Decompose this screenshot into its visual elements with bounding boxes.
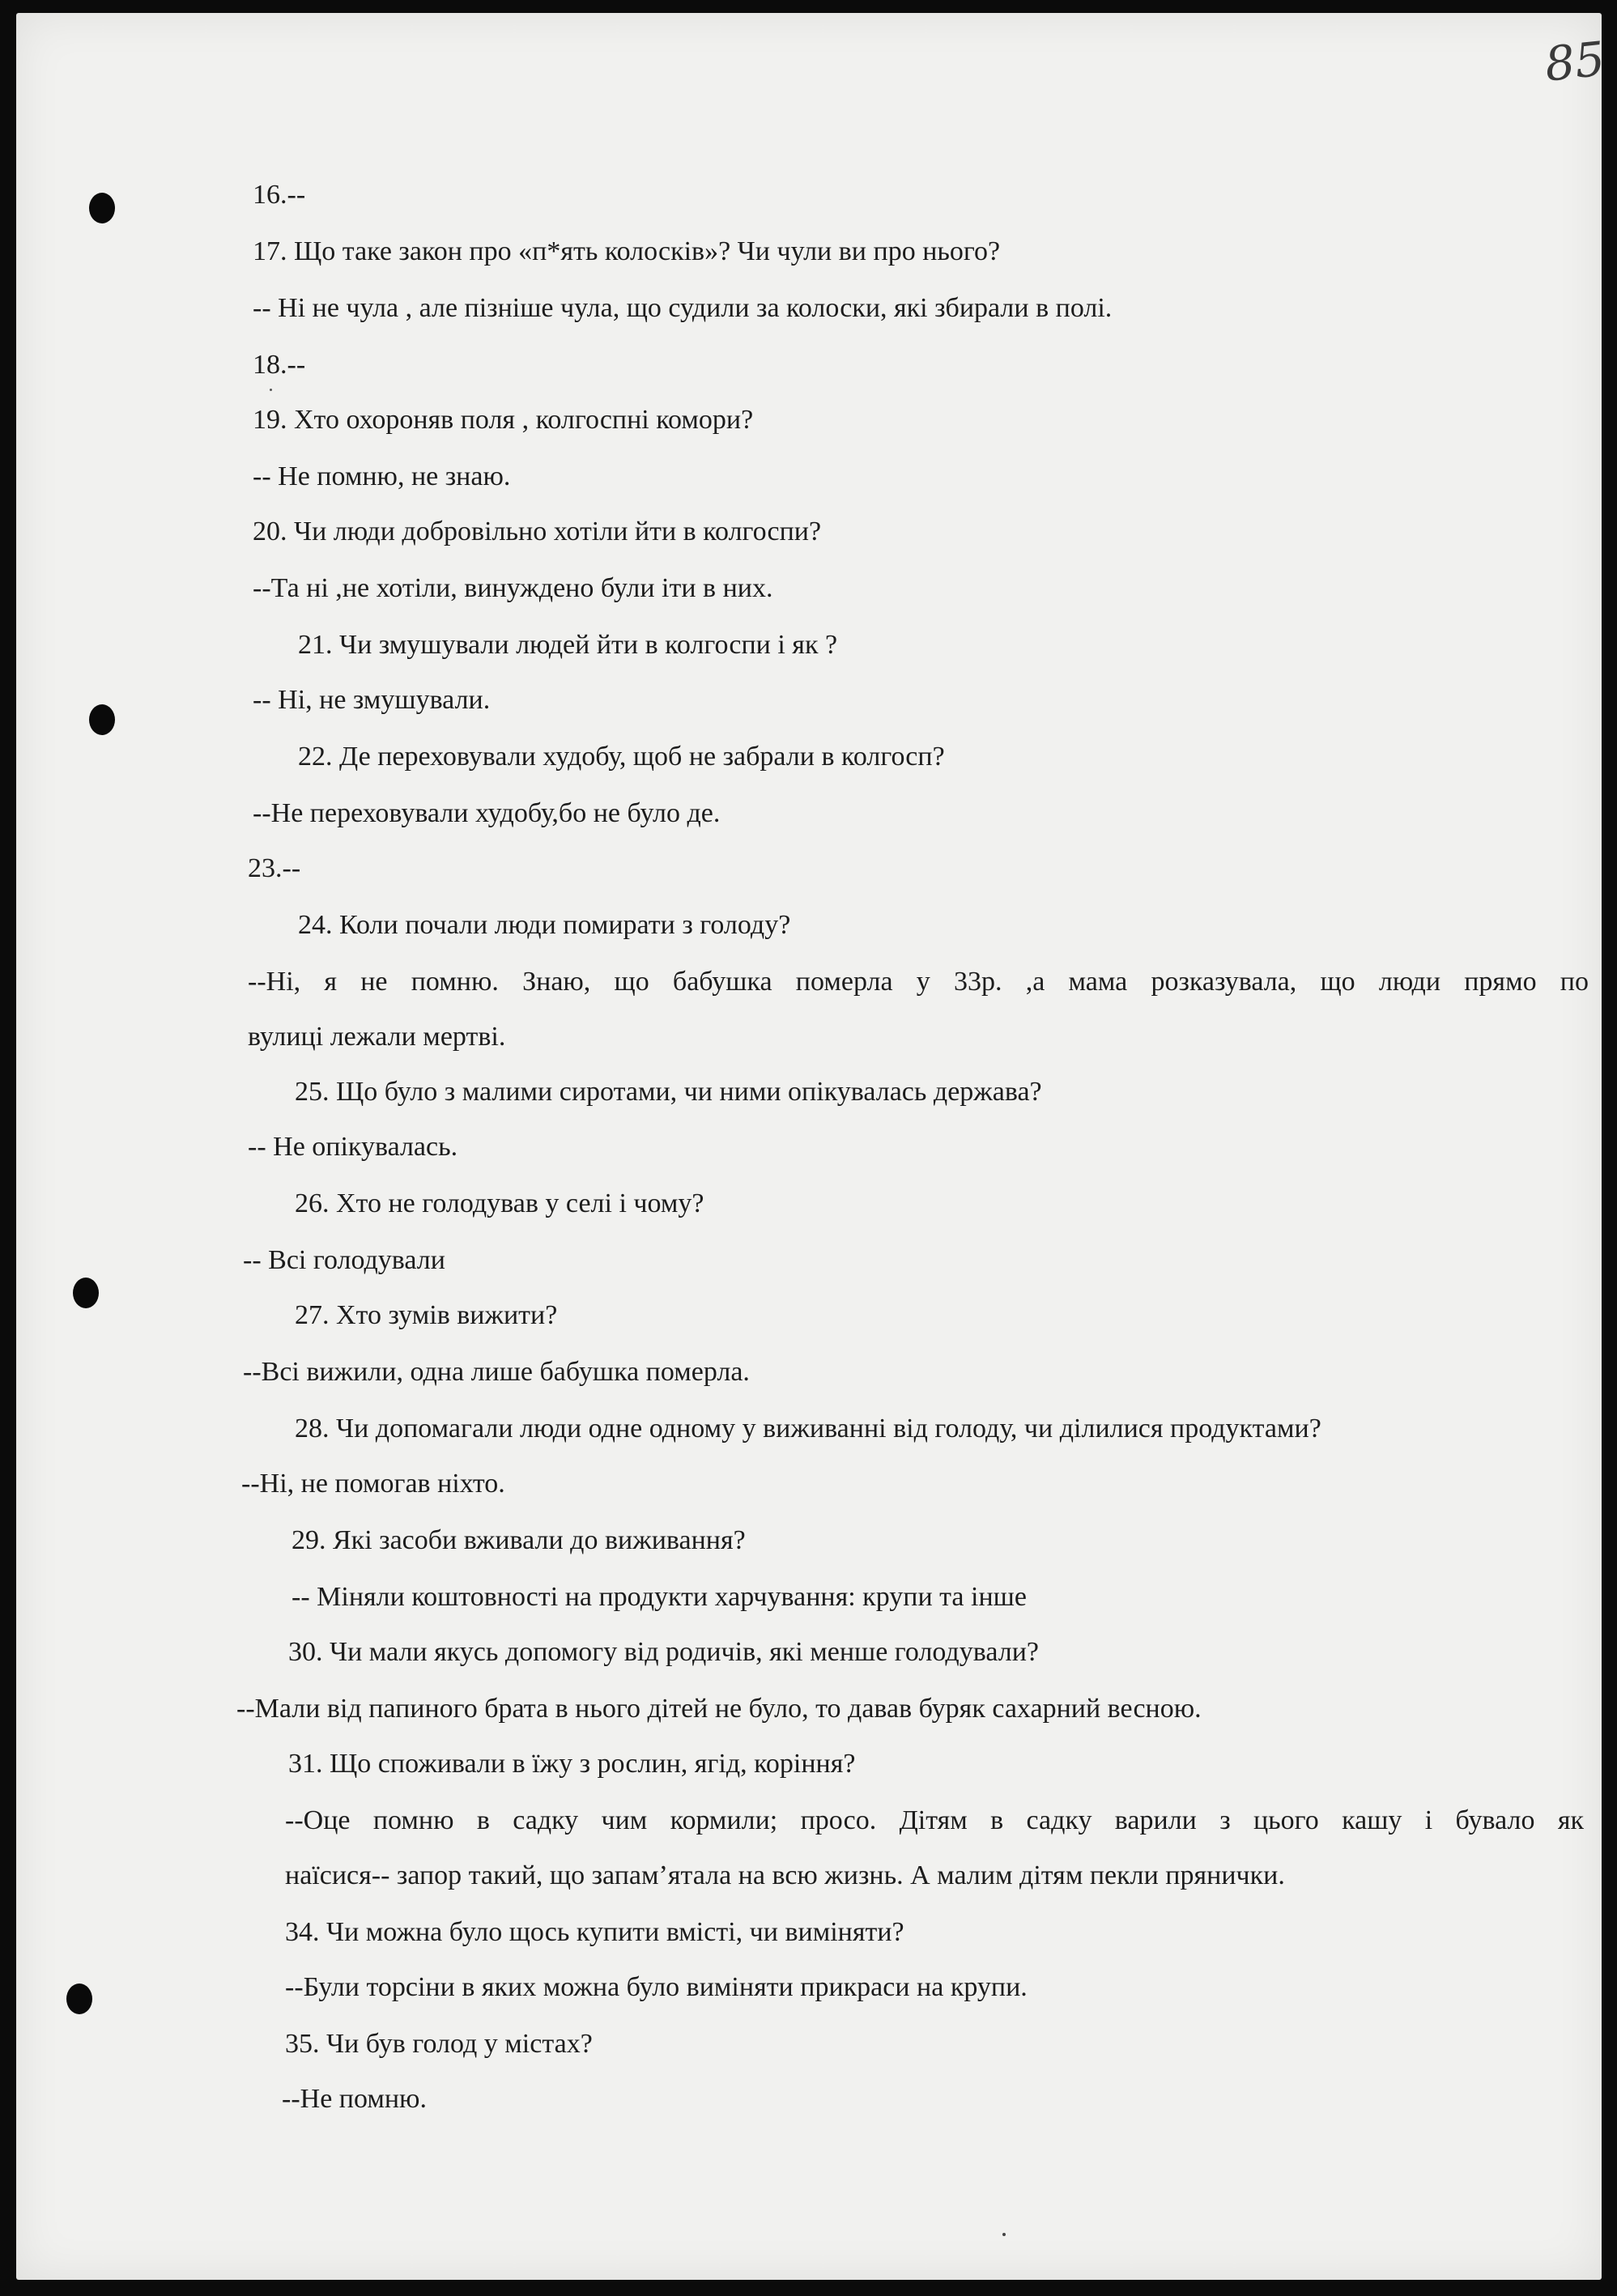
answer-17: -- Ні не чула , але пізніше чула, що судили за колоски, які збирали в полі. xyxy=(253,293,1113,323)
text-line: 18.-- xyxy=(253,350,306,380)
punch-hole-4 xyxy=(66,1983,92,2014)
question-17: 17. Що таке закон про «п*ять колосків»? Чи чули ви про нього? xyxy=(253,236,1001,266)
punch-hole-3 xyxy=(73,1278,99,1308)
question-25: 25. Що було з малими сиротами, чи ними опікувалась держава? xyxy=(295,1077,1042,1107)
paper-speck xyxy=(1002,2233,1006,2236)
question-22: 22. Де переховували худобу, щоб не забрали в колгосп? xyxy=(298,742,945,772)
answer-26: -- Всі голодували xyxy=(243,1245,445,1275)
answer-31-continued: наїсися-- запор такий, що запам’ятала на всю жизнь. А малим дітям пекли прянички. xyxy=(285,1860,1285,1890)
answer-19: -- Не помню, не знаю. xyxy=(253,461,511,491)
question-26: 26. Хто не голодував у селі і чому? xyxy=(295,1188,704,1218)
question-24: 24. Коли почали люди помирати з голоду? xyxy=(298,910,791,940)
question-28: 28. Чи допомагали люди одне одному у виживанні від голоду, чи ділилися продуктами? xyxy=(295,1414,1321,1444)
answer-34: --Були торсіни в яких можна було виміняти прикраси на крупи. xyxy=(285,1972,1028,2002)
text-line: 16.-- xyxy=(253,180,306,210)
question-31: 31. Що споживали в їжу з рослин, ягід, коріння? xyxy=(288,1749,856,1779)
answer-25: -- Не опікувалась. xyxy=(248,1132,458,1162)
answer-20: --Та ні ,не хотіли, винуждено були іти в них. xyxy=(253,573,773,603)
punch-hole-1 xyxy=(89,193,115,223)
answer-29: -- Міняли коштовності на продукти харчування: крупи та інше xyxy=(291,1582,1027,1612)
question-35: 35. Чи був голод у містах? xyxy=(285,2029,593,2059)
answer-21: -- Ні, не змушували. xyxy=(253,685,491,715)
page-number: 85 xyxy=(1542,31,1608,92)
answer-24-continued: вулиці лежали мертві. xyxy=(248,1022,506,1052)
answer-22: --Не переховували худобу,бо не було де. xyxy=(253,798,721,828)
answer-30: --Мали від папиного брата в нього дітей не було, то давав буряк сахарний весною. xyxy=(236,1694,1202,1724)
question-20: 20. Чи люди добровільно хотіли йти в колгоспи? xyxy=(253,517,822,546)
pencil-dot xyxy=(270,389,272,391)
answer-27: --Всі вижили, одна лише бабушка померла. xyxy=(243,1357,750,1387)
question-27: 27. Хто зумів вижити? xyxy=(295,1300,558,1330)
answer-24: --Ні, я не помню. Знаю, що бабушка померла у 33р. ,а мама розказувала, що люди прямо по xyxy=(248,967,1589,997)
question-21: 21. Чи змушували людей йти в колгоспи і як ? xyxy=(298,630,838,660)
text-line: 23.-- xyxy=(248,853,301,883)
question-30: 30. Чи мали якусь допомогу від родичів, які менше голодували? xyxy=(288,1637,1039,1667)
answer-35: --Не помню. xyxy=(282,2084,427,2114)
answer-28: --Ні, не помогав ніхто. xyxy=(241,1469,505,1499)
answer-31: --Оце помню в садку чим кормили; просо. Дітям в садку варили з цього кашу і бувало як xyxy=(285,1805,1584,1835)
punch-hole-2 xyxy=(89,704,115,735)
question-19: 19. Хто охороняв поля , колгоспні комори? xyxy=(253,405,754,435)
question-34: 34. Чи можна було щось купити вмісті, чи виміняти? xyxy=(285,1917,904,1947)
question-29: 29. Які засоби вживали до виживання? xyxy=(291,1525,746,1555)
